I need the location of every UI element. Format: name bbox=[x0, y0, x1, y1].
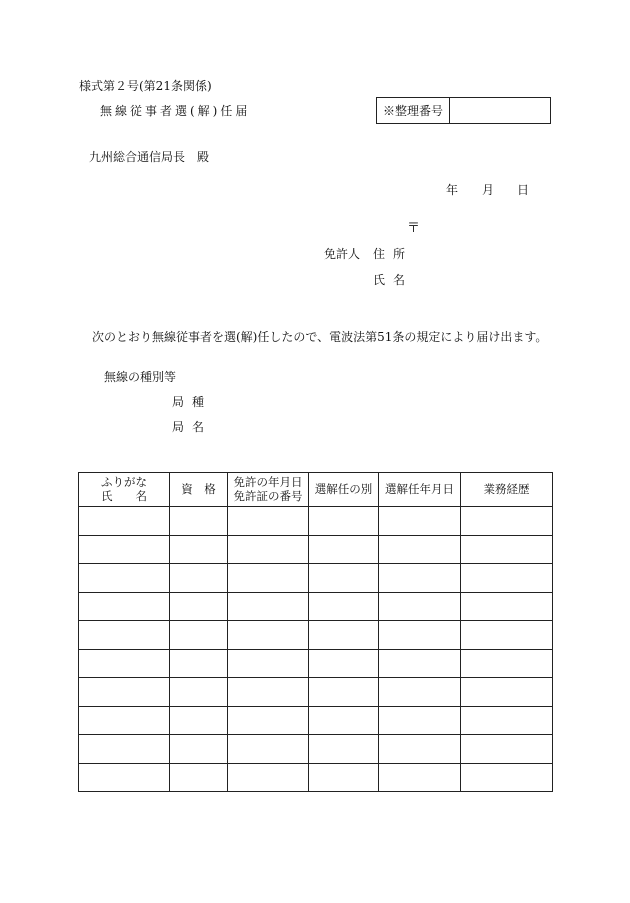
cell-appoint-type[interactable] bbox=[309, 592, 379, 621]
cell-appoint-date[interactable] bbox=[379, 507, 461, 536]
cell-qualification[interactable] bbox=[170, 564, 228, 593]
licensee-label: 免許人 bbox=[324, 247, 361, 261]
cell-license[interactable] bbox=[228, 649, 309, 678]
cell-name[interactable] bbox=[79, 621, 170, 650]
table-row bbox=[79, 592, 553, 621]
furigana-header: ふりがな bbox=[101, 475, 147, 490]
cell-appoint-type[interactable] bbox=[309, 621, 379, 650]
cell-appoint-date[interactable] bbox=[379, 621, 461, 650]
date-year-label: 年 bbox=[446, 183, 459, 197]
cell-appoint-date[interactable] bbox=[379, 763, 461, 792]
cell-appoint-type[interactable] bbox=[309, 535, 379, 564]
cell-appoint-type[interactable] bbox=[309, 649, 379, 678]
station-kind-label: 局種 bbox=[172, 395, 213, 409]
license-number-header: 免許証の番号 bbox=[233, 488, 303, 503]
cell-career[interactable] bbox=[461, 621, 553, 650]
col-header-furigana-name bbox=[79, 473, 170, 507]
reference-number-label: ※整理番号 bbox=[377, 98, 450, 123]
cell-appoint-date[interactable] bbox=[379, 564, 461, 593]
cell-appoint-type[interactable] bbox=[309, 735, 379, 764]
cell-license[interactable] bbox=[228, 735, 309, 764]
cell-appoint-date[interactable] bbox=[379, 678, 461, 707]
station-type-label: 無線の種別等 bbox=[104, 370, 177, 384]
cell-license[interactable] bbox=[228, 592, 309, 621]
name-label: 氏名 bbox=[373, 273, 414, 287]
cell-qualification[interactable] bbox=[170, 592, 228, 621]
addressee: 九州総合通信局長 殿 bbox=[89, 150, 210, 164]
cell-name[interactable] bbox=[79, 564, 170, 593]
col-header-appoint-date: 選解任年月日 bbox=[379, 473, 461, 507]
table-row bbox=[79, 649, 553, 678]
license-date-header: 免許の年月日 bbox=[233, 475, 303, 490]
cell-appoint-date[interactable] bbox=[379, 735, 461, 764]
cell-license[interactable] bbox=[228, 763, 309, 792]
cell-license[interactable] bbox=[228, 564, 309, 593]
cell-career[interactable] bbox=[461, 592, 553, 621]
cell-license[interactable] bbox=[228, 678, 309, 707]
cell-career[interactable] bbox=[461, 678, 553, 707]
date-month-label: 月 bbox=[482, 183, 495, 197]
cell-qualification[interactable] bbox=[170, 763, 228, 792]
reference-number-field[interactable] bbox=[450, 98, 550, 123]
form-title: 無線従事者選(解)任届 bbox=[100, 104, 251, 118]
cell-career[interactable] bbox=[461, 763, 553, 792]
operator-table bbox=[78, 472, 553, 792]
table-row bbox=[79, 564, 553, 593]
table-row bbox=[79, 621, 553, 650]
cell-name[interactable] bbox=[79, 735, 170, 764]
cell-appoint-type[interactable] bbox=[309, 678, 379, 707]
cell-qualification[interactable] bbox=[170, 735, 228, 764]
cell-name[interactable] bbox=[79, 649, 170, 678]
cell-qualification[interactable] bbox=[170, 507, 228, 536]
table-row bbox=[79, 535, 553, 564]
cell-name[interactable] bbox=[79, 592, 170, 621]
address-label: 住所 bbox=[373, 247, 414, 261]
cell-name[interactable] bbox=[79, 535, 170, 564]
cell-qualification[interactable] bbox=[170, 649, 228, 678]
cell-career[interactable] bbox=[461, 735, 553, 764]
cell-appoint-type[interactable] bbox=[309, 763, 379, 792]
col-header-appoint-type: 選解任の別 bbox=[309, 473, 379, 507]
name-header: 氏 名 bbox=[101, 488, 147, 503]
col-header-qualification: 資 格 bbox=[170, 473, 228, 507]
cell-career[interactable] bbox=[461, 706, 553, 735]
table-row bbox=[79, 507, 553, 536]
reference-number-box bbox=[376, 97, 551, 124]
cell-qualification[interactable] bbox=[170, 621, 228, 650]
station-name-label: 局名 bbox=[172, 420, 213, 434]
cell-license[interactable] bbox=[228, 621, 309, 650]
cell-appoint-date[interactable] bbox=[379, 649, 461, 678]
postal-mark: 〒 bbox=[407, 221, 421, 236]
table-body bbox=[79, 507, 553, 792]
cell-name[interactable] bbox=[79, 763, 170, 792]
cell-appoint-date[interactable] bbox=[379, 592, 461, 621]
cell-qualification[interactable] bbox=[170, 678, 228, 707]
cell-appoint-date[interactable] bbox=[379, 535, 461, 564]
col-header-career: 業務経歴 bbox=[461, 473, 553, 507]
cell-name[interactable] bbox=[79, 678, 170, 707]
date-day-label: 日 bbox=[517, 183, 530, 197]
cell-appoint-type[interactable] bbox=[309, 706, 379, 735]
table-row bbox=[79, 678, 553, 707]
statement-text: 次のとおり無線従事者を選(解)任したので、電波法第51条の規定により届け出ます。 bbox=[92, 330, 548, 344]
cell-career[interactable] bbox=[461, 564, 553, 593]
form-id: 様式第２号(第21条関係) bbox=[79, 79, 212, 93]
cell-qualification[interactable] bbox=[170, 535, 228, 564]
cell-qualification[interactable] bbox=[170, 706, 228, 735]
table-header-row bbox=[79, 473, 553, 507]
cell-appoint-date[interactable] bbox=[379, 706, 461, 735]
col-header-license bbox=[228, 473, 309, 507]
cell-career[interactable] bbox=[461, 507, 553, 536]
cell-license[interactable] bbox=[228, 535, 309, 564]
table-row bbox=[79, 735, 553, 764]
cell-name[interactable] bbox=[79, 706, 170, 735]
cell-career[interactable] bbox=[461, 649, 553, 678]
cell-career[interactable] bbox=[461, 535, 553, 564]
table-row bbox=[79, 706, 553, 735]
cell-appoint-type[interactable] bbox=[309, 507, 379, 536]
table-row bbox=[79, 763, 553, 792]
cell-appoint-type[interactable] bbox=[309, 564, 379, 593]
cell-license[interactable] bbox=[228, 706, 309, 735]
cell-name[interactable] bbox=[79, 507, 170, 536]
cell-license[interactable] bbox=[228, 507, 309, 536]
